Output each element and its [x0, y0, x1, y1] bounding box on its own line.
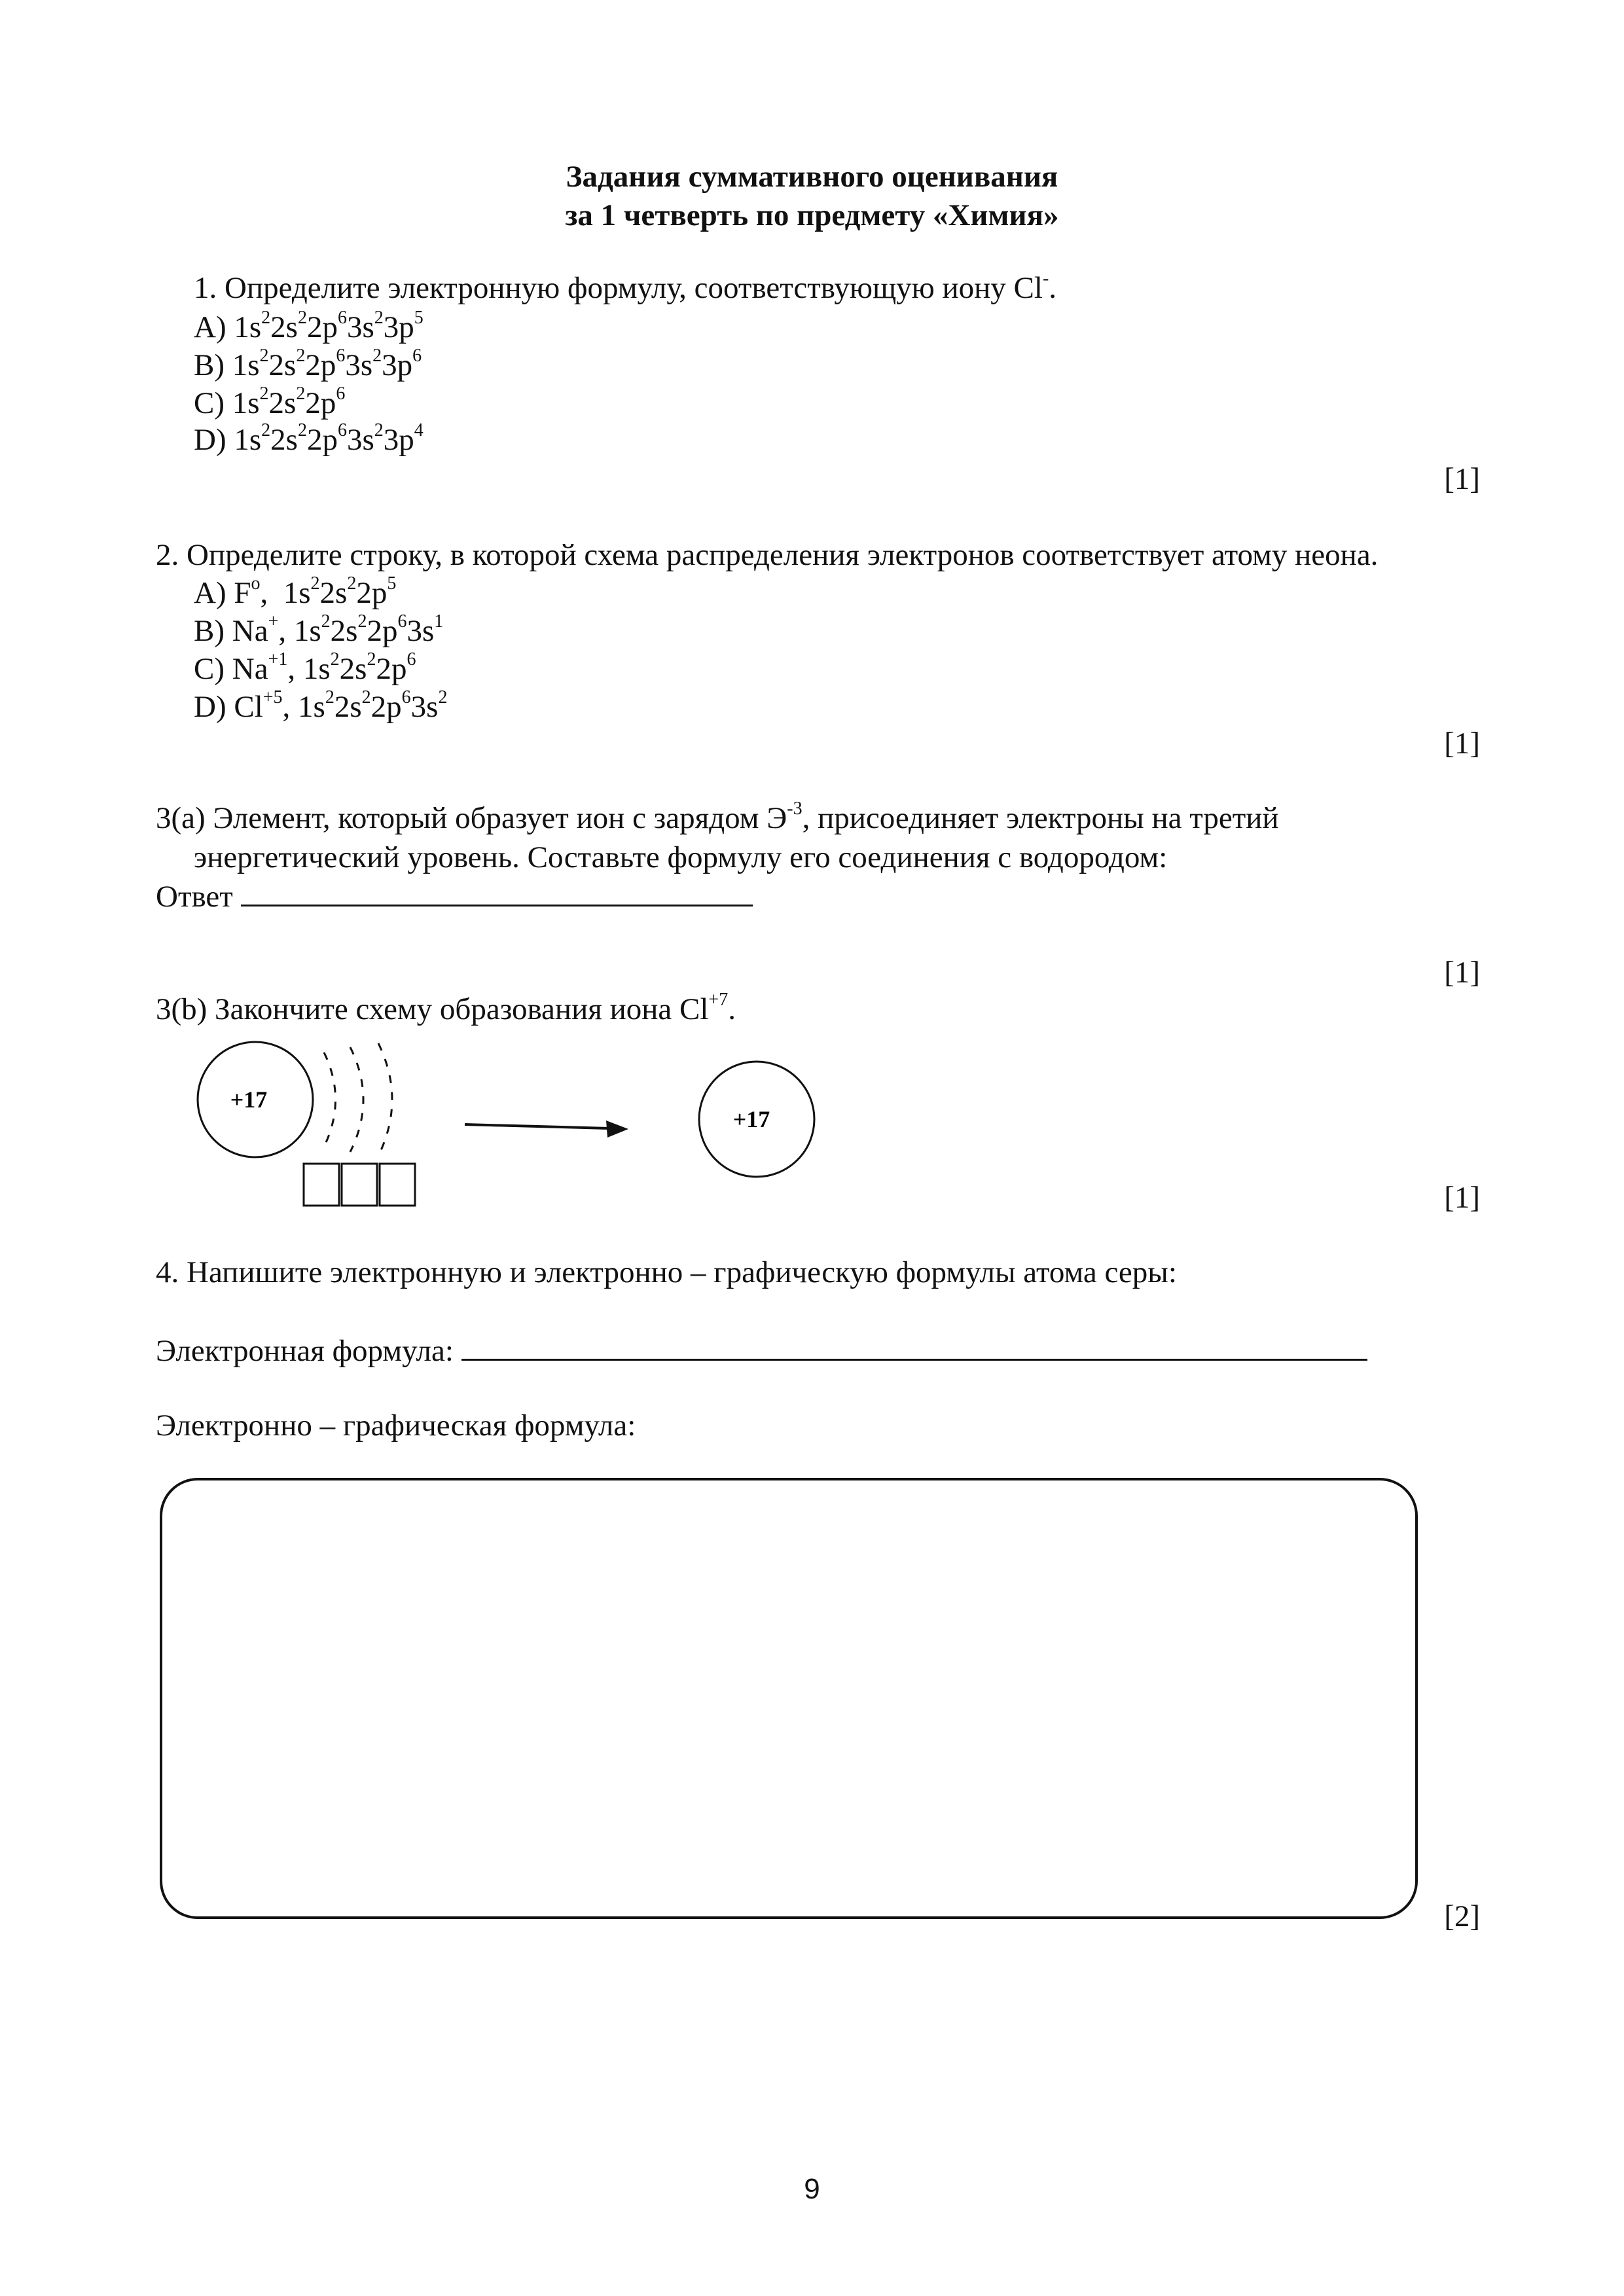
orbital-electron-count: 2: [357, 611, 367, 632]
orbital-electron-count: 1: [434, 611, 444, 632]
q2-mark: [1]: [1444, 726, 1480, 761]
q1-question: 1. Определите электронную формулу, соответствующую иону Cl-.: [194, 268, 1057, 305]
electron-box-2: [342, 1164, 377, 1206]
q1-option-a: [194, 308, 424, 347]
q3a-question-line2: энергетический уровень. Составьте формулу его соединения с водородом:: [194, 840, 1168, 874]
option-label: D) Cl: [194, 690, 263, 724]
orbital-electron-count: 2: [259, 346, 269, 367]
orbital-term: 2p: [305, 386, 336, 420]
orbital-electron-count: 5: [414, 308, 424, 329]
orbital-electron-count: 2: [261, 308, 271, 329]
orbital-term: 2p: [370, 690, 402, 724]
orbital-term: 2p: [367, 614, 398, 648]
orbital-term: 1s: [293, 614, 321, 648]
orbital-electron-count: 6: [412, 346, 422, 367]
orbital-electron-count: 2: [374, 420, 384, 441]
option-label: A): [194, 310, 234, 344]
q2-option-a: [194, 573, 396, 613]
q4-electronic-row: [156, 1329, 1367, 1371]
electron-box-1: [304, 1164, 339, 1206]
orbital-term: 1s: [302, 652, 331, 686]
orbital-term: 3s: [345, 348, 373, 382]
orbital-term: 1s: [298, 690, 325, 724]
orbital-electron-count: 2: [296, 346, 306, 367]
q4-electronic-blank[interactable]: [461, 1329, 1367, 1361]
ion-formation-diagram: [183, 1034, 838, 1224]
q4-question: 4. Напишите электронную и электронно – графическую формулы атома серы:: [156, 1255, 1177, 1289]
q2-option-c: [194, 649, 416, 689]
orbital-term: 3p: [383, 310, 414, 344]
q3a-question-line1: 3(а) Элемент, который образует ион с зарядом $Э^{-3}$, присоединяет электроны на третий: [156, 798, 1279, 835]
orbital-electron-count: 2: [296, 384, 306, 404]
orbital-term: 3p: [382, 348, 413, 382]
orbital-term: 1s: [234, 310, 262, 344]
orbital-term: 2s: [334, 690, 362, 724]
ion-charge: +5: [262, 687, 283, 708]
orbital-term: 2p: [305, 348, 336, 382]
orbital-electron-count: 6: [337, 420, 347, 441]
shell-arc-3: [378, 1043, 392, 1156]
orbital-electron-count: 2: [438, 687, 448, 708]
orbital-term: 2s: [319, 576, 348, 610]
ion-charge: o: [251, 573, 261, 594]
option-label: B): [194, 348, 232, 382]
orbital-electron-count: 2: [361, 687, 371, 708]
electron-box-3: [380, 1164, 415, 1206]
q3a-answer-blank[interactable]: [241, 874, 753, 906]
orbital-term: 2p: [356, 576, 388, 610]
orbital-term: 3s: [406, 614, 435, 648]
orbital-electron-count: 6: [401, 687, 411, 708]
orbital-electron-count: 4: [414, 420, 424, 441]
left-nucleus-charge: +17: [230, 1086, 268, 1113]
q4-graphic-answer-box[interactable]: [160, 1478, 1418, 1919]
q2-option-b: [194, 611, 443, 651]
orbital-electron-count: 5: [387, 573, 397, 594]
orbital-electron-count: 2: [310, 573, 320, 594]
shell-arc-1: [324, 1052, 336, 1147]
orbital-term: 2p: [306, 310, 338, 344]
ion-charge: +: [268, 611, 279, 632]
orbital-term: 2s: [330, 614, 358, 648]
orbital-term: 2s: [268, 386, 297, 420]
orbital-electron-count: 2: [347, 573, 357, 594]
orbital-term: 2s: [339, 652, 367, 686]
orbital-term: 3s: [346, 310, 374, 344]
option-separator: ,: [260, 576, 283, 610]
q3a-answer-label: Ответ: [156, 880, 241, 914]
orbital-term: 1s: [234, 423, 262, 457]
orbital-electron-count: 6: [336, 346, 346, 367]
document-title-line1: Задания суммативного оценивания: [566, 160, 1058, 194]
option-separator: ,: [287, 652, 303, 686]
orbital-term: 2p: [306, 423, 338, 457]
orbital-term: 3p: [383, 423, 414, 457]
q2-option-d: [194, 687, 447, 726]
document-title-line2: за 1 четверть по предмету «Химия»: [565, 198, 1059, 232]
option-label: C) Na: [194, 652, 268, 686]
q1-option-b: [194, 346, 422, 385]
orbital-electron-count: 2: [321, 611, 331, 632]
option-separator: ,: [278, 614, 294, 648]
q1-option-c: [194, 384, 345, 423]
q3b-question: 3(b) Закончите схему образования иона $Cl^{+7}$.: [156, 990, 736, 1026]
right-nucleus-charge: +17: [732, 1106, 770, 1132]
ion-charge: +1: [268, 649, 288, 670]
option-label: C): [194, 386, 232, 420]
reaction-arrow-shaft: [465, 1124, 609, 1128]
orbital-electron-count: 2: [374, 308, 384, 329]
orbital-electron-count: 2: [259, 384, 269, 404]
q2-question: 2. Определите строку, в которой схема распределения электронов соответствует атому неона.: [156, 538, 1379, 572]
option-label: A) F: [194, 576, 251, 610]
option-label: B) Na: [194, 614, 268, 648]
orbital-term: 2s: [270, 310, 298, 344]
q4-graphic-label: Электронно – графическая формула:: [156, 1408, 636, 1443]
orbital-electron-count: 2: [372, 346, 382, 367]
orbital-electron-count: 2: [325, 687, 334, 708]
q1-option-d: [194, 420, 424, 459]
orbital-electron-count: 2: [330, 649, 340, 670]
orbital-term: 3s: [346, 423, 374, 457]
orbital-term: 1s: [232, 386, 260, 420]
reaction-arrow-head: [606, 1121, 628, 1138]
q3b-mark: [1]: [1444, 1181, 1480, 1215]
orbital-electron-count: 2: [297, 420, 307, 441]
option-separator: ,: [282, 690, 298, 724]
q4-mark: [2]: [1444, 1899, 1480, 1933]
orbital-term: 2p: [376, 652, 407, 686]
q3a-answer-row: [156, 874, 753, 916]
orbital-electron-count: 2: [367, 649, 376, 670]
q4-electronic-label: Электронная формула:: [156, 1334, 461, 1368]
page-number: 9: [804, 2173, 820, 2205]
orbital-electron-count: 6: [337, 308, 347, 329]
orbital-term: 2s: [270, 423, 298, 457]
orbital-electron-count: 2: [261, 420, 271, 441]
orbital-term: 1s: [232, 348, 260, 382]
orbital-term: 2s: [268, 348, 297, 382]
shell-arc-2: [350, 1047, 363, 1152]
orbital-electron-count: 6: [336, 384, 346, 404]
orbital-electron-count: 6: [406, 649, 416, 670]
q3a-mark: [1]: [1444, 956, 1480, 990]
option-label: D): [194, 423, 234, 457]
q1-mark: [1]: [1444, 462, 1480, 496]
orbital-term: 1s: [283, 576, 311, 610]
orbital-electron-count: 6: [397, 611, 407, 632]
orbital-electron-count: 2: [297, 308, 307, 329]
orbital-term: 3s: [410, 690, 439, 724]
